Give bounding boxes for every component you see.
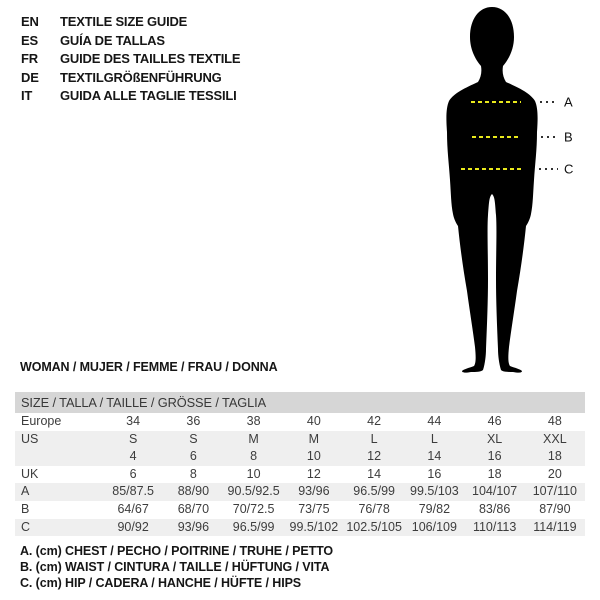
row-label: UK — [21, 466, 39, 481]
size-table-row-line — [15, 431, 585, 449]
row-label: B — [21, 501, 30, 516]
size-value: 102.5/105 — [346, 519, 402, 534]
size-value: 38 — [246, 414, 261, 428]
size-value: 8 — [250, 449, 258, 464]
size-table-row — [15, 413, 585, 431]
row-label: A — [21, 484, 30, 499]
row-label — [15, 448, 103, 466]
size-value: 64/67 — [117, 501, 149, 516]
measurement-legend — [20, 543, 333, 592]
woman-silhouette — [446, 7, 537, 373]
size-value: 12 — [367, 449, 382, 464]
size-value: 14 — [367, 466, 382, 481]
size-table-row-line — [15, 413, 585, 431]
size-value: 107/110 — [532, 484, 577, 499]
size-value: 68/70 — [177, 501, 210, 516]
size-value: 6 — [189, 449, 197, 464]
size-table-row-line — [15, 501, 585, 519]
size-value: 83/86 — [478, 501, 511, 516]
size-value: 79/82 — [418, 501, 451, 516]
language-code: EN — [21, 14, 39, 29]
size-value: 20 — [547, 466, 562, 481]
language-row-es — [21, 32, 240, 51]
size-value: XL — [486, 431, 503, 446]
size-value: 16 — [427, 466, 442, 481]
size-value: 14 — [427, 449, 442, 464]
size-value: 12 — [306, 466, 321, 481]
language-row-fr — [21, 50, 240, 69]
size-value: 18 — [547, 449, 562, 464]
size-value: 104/107 — [472, 484, 518, 499]
row-label: Europe — [21, 414, 62, 428]
size-value: 96.5/99 — [353, 484, 395, 499]
size-value: 16 — [487, 449, 502, 464]
measurement-figure — [425, 2, 595, 374]
size-value: XXL — [543, 431, 567, 446]
size-value: M — [248, 431, 259, 446]
size-value: 96.5/99 — [232, 519, 275, 534]
legend-line-waist: B. (cm) WAIST / CINTURA / TAILLE / HÜFTUNG / VITA — [20, 560, 330, 575]
language-row-en — [21, 13, 240, 32]
marker-label-c: C — [564, 161, 574, 177]
woman-silhouette-svg — [425, 2, 595, 374]
size-value: 99.5/103 — [410, 484, 459, 499]
language-list — [21, 13, 240, 106]
size-value: L — [370, 431, 378, 446]
size-value: 90.5/92.5 — [227, 484, 280, 499]
size-table-row-line — [15, 448, 585, 466]
size-value: 88/90 — [177, 484, 210, 499]
size-table-row — [15, 519, 585, 537]
language-row-it — [21, 87, 240, 106]
size-value: 8 — [189, 466, 197, 481]
size-table-row — [15, 483, 585, 501]
size-value: 34 — [126, 414, 141, 428]
size-table-row — [15, 466, 585, 484]
row-label: C — [21, 519, 31, 534]
language-code: IT — [21, 88, 33, 103]
size-table-row-line — [15, 466, 585, 484]
language-code: FR — [21, 51, 38, 66]
size-value: 18 — [487, 466, 502, 481]
size-value: S — [128, 431, 138, 446]
legend-line-hip: C. (cm) HIP / CADERA / HANCHE / HÜFTE / HIPS — [20, 576, 302, 591]
size-value: L — [430, 431, 438, 446]
size-value: 106/109 — [411, 519, 457, 534]
size-value: 44 — [427, 414, 442, 428]
language-row-de — [21, 69, 240, 88]
language-title: GUÍA DE TALLAS — [60, 32, 165, 48]
size-value: 73/75 — [298, 501, 330, 516]
language-title: TEXTILGRÖßENFÜHRUNG — [60, 69, 222, 85]
language-title: GUIDA ALLE TAGLIE TESSILI — [60, 88, 237, 103]
size-value: 10 — [246, 466, 261, 481]
legend-line-chest: A. (cm) CHEST / PECHO / POITRINE / TRUHE / PETTO — [20, 544, 334, 558]
size-value: 70/72.5 — [232, 501, 275, 516]
size-value: M — [308, 431, 320, 446]
size-value: 40 — [306, 414, 321, 428]
row-label: US — [21, 431, 39, 446]
language-code: ES — [21, 32, 38, 48]
language-title: TEXTILE SIZE GUIDE — [60, 14, 188, 29]
marker-label-b: B — [564, 129, 573, 145]
size-value: 46 — [487, 414, 502, 428]
size-value: 87/90 — [539, 501, 571, 516]
size-value: 93/96 — [177, 519, 210, 534]
size-table-row-line — [15, 519, 585, 537]
marker-label-a: A — [564, 94, 573, 110]
size-chart-title: WOMAN / MUJER / FEMME / FRAU / DONNA — [20, 360, 278, 374]
size-value: 99.5/102 — [289, 519, 339, 534]
size-value: S — [189, 431, 198, 446]
size-value: 6 — [129, 466, 137, 481]
size-table-row — [15, 501, 585, 519]
size-value: 36 — [186, 414, 201, 428]
language-code: DE — [21, 69, 39, 85]
size-table-header: SIZE / TALLA / TAILLE / GRÖSSE / TAGLIA — [15, 392, 585, 413]
size-value: 42 — [367, 414, 382, 428]
size-value: 93/96 — [298, 484, 330, 499]
size-value: 48 — [547, 414, 562, 428]
size-table-body — [15, 413, 585, 536]
size-value: 110/113 — [472, 519, 517, 534]
size-value: 85/87.5 — [112, 484, 154, 499]
size-table — [15, 392, 585, 536]
size-table-row — [15, 431, 585, 466]
size-value: 76/78 — [358, 501, 390, 516]
size-value: 4 — [129, 449, 137, 464]
size-value: 90/92 — [117, 519, 149, 534]
language-title: GUIDE DES TAILLES TEXTILE — [60, 51, 241, 66]
size-table-row-line — [15, 483, 585, 501]
size-value: 10 — [306, 449, 321, 464]
size-value: 114/119 — [533, 519, 577, 534]
